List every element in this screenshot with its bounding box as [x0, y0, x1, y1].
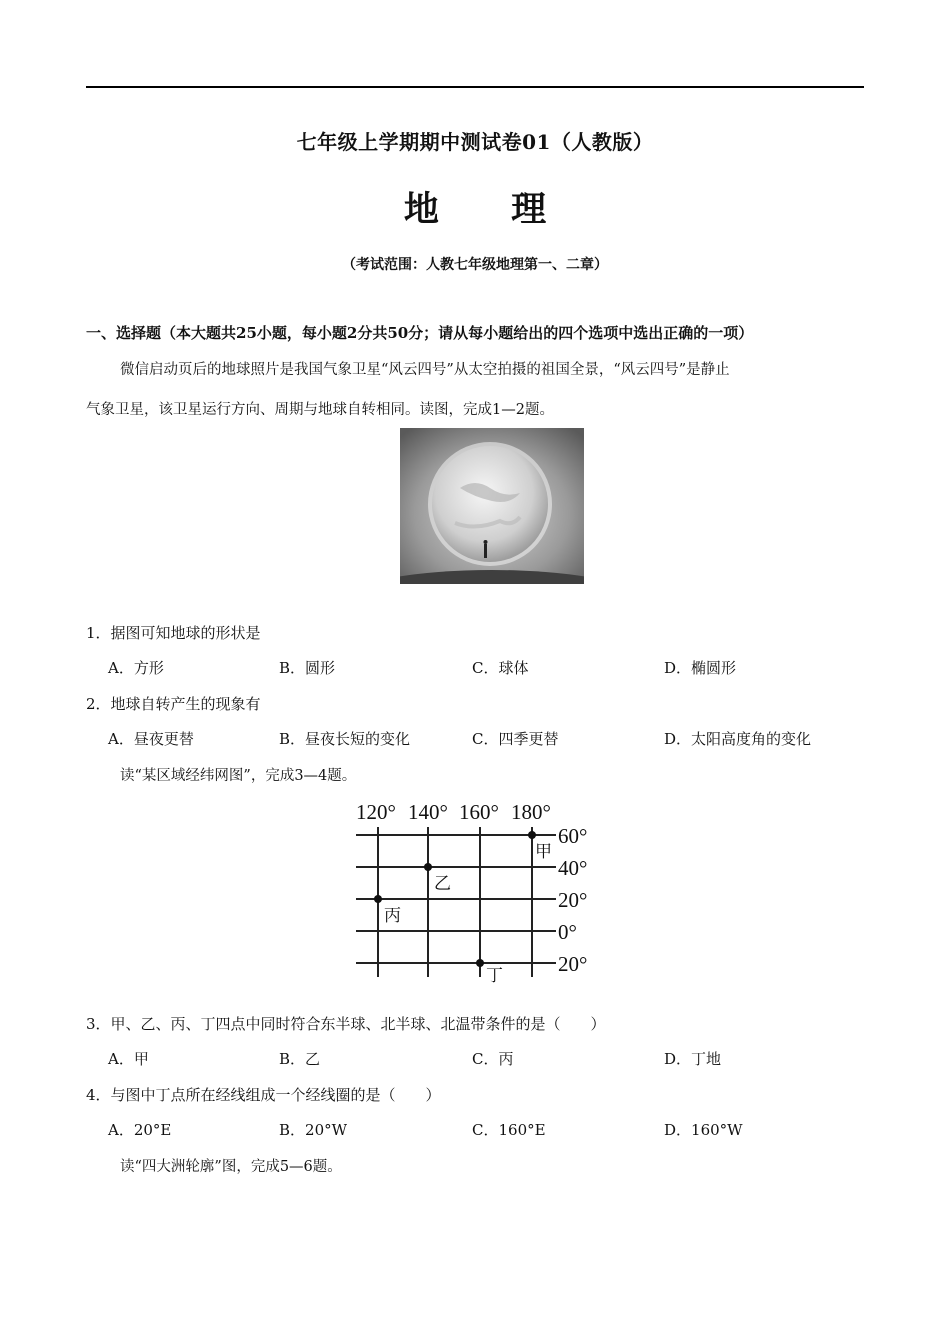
point-bing	[374, 895, 382, 903]
intro-line-2: 气象卫星，该卫星运行方向、周期与地球自转相同。读图，完成1—2题。	[86, 402, 554, 418]
question-2: 2．地球自转产生的现象有	[86, 695, 261, 713]
lat-lon-grid-figure	[342, 795, 612, 985]
question-4: 4．与图中丁点所在经线组成一个经线圈的是（ ）	[86, 1086, 441, 1104]
lat-label-40n: 40°	[558, 856, 588, 880]
q1-option-c[interactable]: C．球体	[472, 659, 529, 677]
q3-option-a[interactable]: A．甲	[108, 1050, 149, 1068]
header-rule	[86, 86, 864, 88]
point-label-bing: 丙	[384, 906, 401, 926]
q4-option-c[interactable]: C．160°E	[472, 1121, 546, 1139]
point-jia	[528, 831, 536, 839]
point-yi	[424, 863, 432, 871]
point-label-ding: 丁	[486, 966, 503, 985]
q1-option-b[interactable]: B．圆形	[279, 659, 336, 677]
q2-option-d[interactable]: D．太阳高度角的变化	[664, 730, 812, 748]
point-label-jia: 甲	[535, 842, 552, 862]
q4-option-b[interactable]: B．20°W	[279, 1121, 348, 1139]
intro-line-1: 微信启动页后的地球照片是我国气象卫星“风云四号”从太空拍摄的祖国全景，“风云四号”是静止	[120, 362, 730, 378]
q3-option-b[interactable]: B．乙	[279, 1050, 321, 1068]
lat-label-20n: 20°	[558, 888, 588, 912]
earth-photo	[400, 428, 584, 584]
section-heading: 一、选择题（本大题共25小题，每小题2分共50分；请从每小题给出的四个选项中选出正确的一项）	[86, 324, 754, 342]
q3-option-d[interactable]: D．丁地	[664, 1050, 722, 1068]
grid-intro: 读“某区域经纬网图”，完成3—4题。	[120, 768, 357, 784]
q1-option-d[interactable]: D．椭圆形	[664, 659, 737, 677]
lon-label-160: 160°	[459, 800, 499, 824]
lon-label-120: 120°	[356, 800, 396, 824]
exam-subtitle: 七年级上学期期中测试卷01（人教版）	[296, 130, 654, 154]
question-1: 1．据图可知地球的形状是	[86, 624, 261, 642]
lat-label-0: 0°	[558, 920, 577, 944]
exam-scope: （考试范围：人教七年级地理第一、二章）	[342, 257, 608, 273]
q3-option-c[interactable]: C．丙	[472, 1050, 514, 1068]
lon-label-180: 180°	[511, 800, 551, 824]
q2-option-b[interactable]: B．昼夜长短的变化	[279, 730, 411, 748]
lat-label-60n: 60°	[558, 824, 588, 848]
page-title: 地 理	[403, 189, 577, 230]
q2-option-c[interactable]: C．四季更替	[472, 730, 559, 748]
lon-label-140: 140°	[408, 800, 448, 824]
continents-intro: 读“四大洲轮廓”图，完成5—6题。	[120, 1159, 342, 1175]
intro-paragraph	[86, 350, 862, 430]
q1-option-a[interactable]: A．方形	[108, 659, 164, 677]
q2-option-a[interactable]: A．昼夜更替	[108, 730, 194, 748]
question-3: 3．甲、乙、丙、丁四点中同时符合东半球、北半球、北温带条件的是（ ）	[86, 1015, 606, 1033]
q4-option-a[interactable]: A．20°E	[108, 1121, 172, 1139]
point-ding	[476, 959, 484, 967]
lat-label-20s: 20°	[558, 952, 588, 976]
point-label-yi: 乙	[434, 874, 451, 894]
q4-option-d[interactable]: D．160°W	[664, 1121, 743, 1139]
